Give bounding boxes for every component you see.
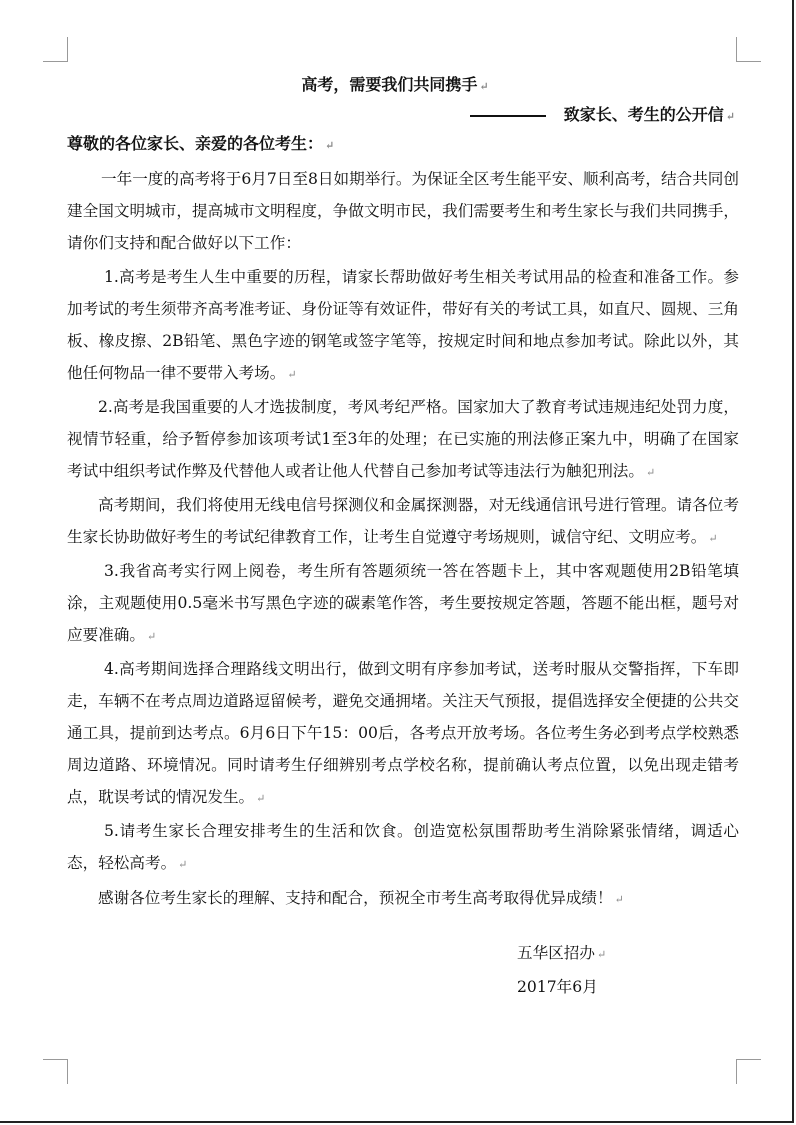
paragraph-mark: ↵	[325, 139, 335, 152]
paragraph-mark: ↵	[708, 532, 718, 545]
paragraph-intro: 一年一度的高考将于6月7日至8日如期举行。为保证全区考生能平安、顺利高考，结合共同创建全国文明城市，提高城市文明程度，争做文明市民，我们需要考生和考生家长与我们共同携手，请你们支持和配合做好以下工作：	[67, 170, 739, 252]
paragraph-mark: ↵	[479, 80, 489, 93]
paragraph-item-3: 3.我省高考实行网上阅卷，考生所有答题须统一答在答题卡上，其中客观题使用2B铅笔填涂，主观题使用0.5毫米书写黑色字迹的碳素笔作答，考生要按规定答题，答题不能出框，题号对应要准确。 ↵	[67, 562, 739, 644]
em-dash-line	[470, 115, 546, 117]
paragraph-exam-period: 高考期间，我们将使用无线电信号探测仪和金属探测器，对无线通信讯号进行管理。请各位考生家长协助做好考生的考试纪律教育工作，让考生自觉遵守考场规则，诚信守纪、文明应考。 ↵	[67, 496, 739, 546]
paragraph-mark: ↵	[178, 858, 188, 871]
document-body[interactable]	[67, 70, 739, 1003]
paragraph-item-4: 4.高考期间选择合理路线文明出行，做到文明有序参加考试，送考时服从交警指挥，下车即走，车辆不在考点周边道路逗留候考，避免交通拥堵。关注天气预报，提倡选择安全便捷的公共交通工具，提前到达考点。6月6日下午15：00后，各考点开放考场。各位考生务必到考点学校熟悉周边道路、环境情况。同时请考生仔细辨别考点学校名称，提前确认考点位置，以免出现走错考点，耽误考试的情况发生。 ↵	[67, 660, 739, 806]
signature-block	[517, 937, 739, 1003]
doc-title: 高考，需要我们共同携手 ↵	[301, 75, 489, 94]
signature-org: 五华区招办 ↵	[517, 944, 607, 962]
paragraph-mark: ↵	[596, 948, 607, 961]
paragraph-mark: ↵	[287, 368, 297, 381]
paragraph-mark: ↵	[256, 792, 266, 805]
paragraph-mark: ↵	[146, 630, 157, 643]
paragraph-item-5: 5.请考生家长合理安排考生的生活和饮食。创造宽松氛围帮助考生消除紧张情绪，调适心态，轻松高考。 ↵	[67, 822, 739, 872]
margin-corner-top-left	[43, 37, 68, 62]
salutation: 尊敬的各位家长、亲爱的各位考生： ↵	[67, 134, 335, 153]
paragraph-mark: ↵	[725, 110, 735, 123]
signature-date: 2017年6月	[517, 978, 598, 996]
paragraph-item-2: 2.高考是我国重要的人才选拔制度，考风考纪严格。国家加大了教育考试违规违纪处罚力度，视情节轻重，给予暂停参加该项考试1至3年的处理；在已实施的刑法修正案九中，明确了在国家考试中组织考试作弊及代替他人或者让他人代替自己参加考试等违法行为触犯刑法。 ↵	[67, 398, 739, 480]
margin-corner-bottom-right	[736, 1059, 761, 1084]
paragraph-thanks: 感谢各位考生家长的理解、支持和配合，预祝全市考生高考取得优异成绩！ ↵	[98, 889, 624, 907]
paragraph-mark: ↵	[645, 466, 656, 479]
paragraph-item-1: 1.高考是考生人生中重要的历程，请家长帮助做好考生相关考试用品的检查和准备工作。参加考试的考生须带齐高考准考证、身份证等有效证件，带好有关的考试工具，如直尺、圆规、三角板、橡皮擦、2B铅笔、黑色字迹的钢笔或签字笔等，按规定时间和地点参加考试。除此以外，其他任何物品一律不要带入考场。 ↵	[67, 268, 739, 382]
doc-subtitle: 致家长、考生的公开信 ↵	[67, 100, 739, 130]
paragraph-mark: ↵	[614, 893, 624, 906]
margin-corner-bottom-left	[43, 1059, 68, 1084]
margin-corner-top-right	[736, 37, 761, 62]
